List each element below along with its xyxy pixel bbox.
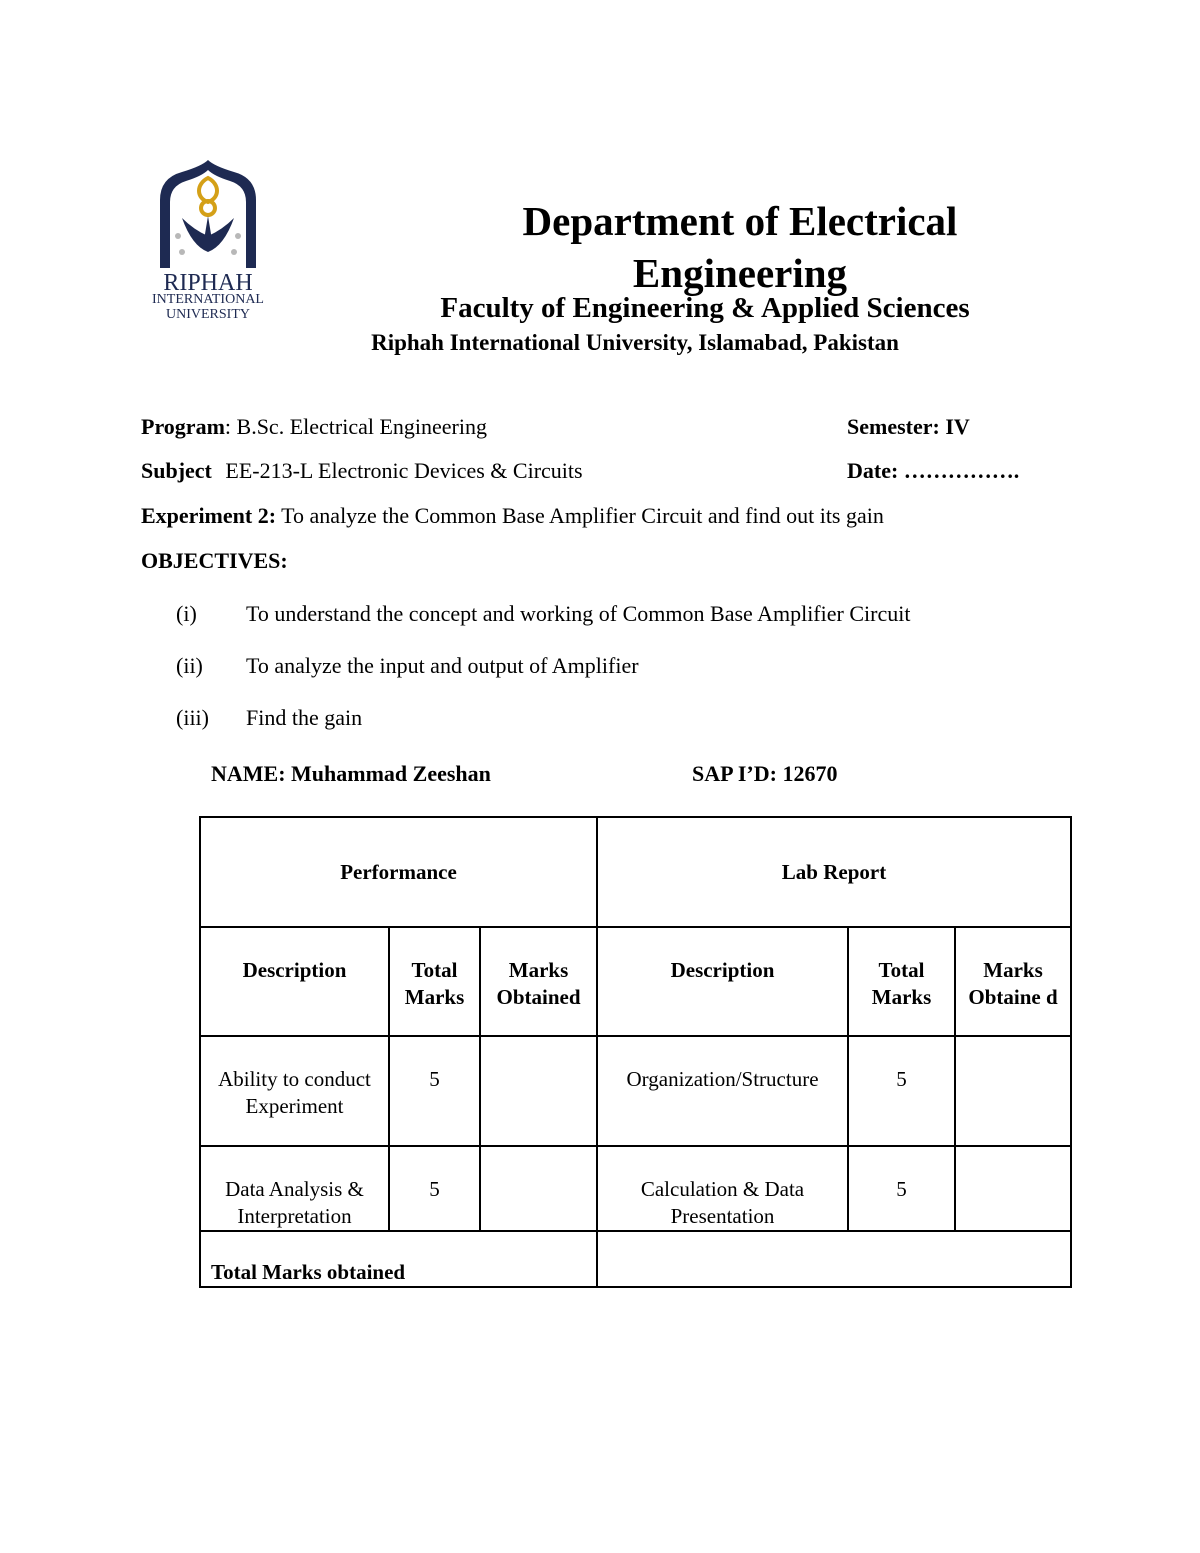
objective-number: (ii) xyxy=(176,653,203,678)
table-header-row xyxy=(200,817,1071,927)
table-cell: 5 xyxy=(848,1146,955,1231)
logo-subtitle-2: UNIVERSITY xyxy=(166,307,250,322)
logo-emblem-icon xyxy=(152,160,264,270)
table-cell: 5 xyxy=(848,1036,955,1146)
university-logo xyxy=(138,160,278,330)
program-label: Program xyxy=(141,414,225,439)
column-header: Marks Obtaine d xyxy=(955,927,1071,1036)
objective-text: To understand the concept and working of Common Base Amplifier Circuit xyxy=(246,601,911,626)
column-header: Total Marks xyxy=(848,927,955,1036)
objective-number: (iii) xyxy=(176,705,209,730)
table-cell-empty xyxy=(480,1036,597,1146)
objectives-heading: OBJECTIVES: xyxy=(141,548,288,573)
department-title xyxy=(470,195,1010,299)
column-header: Total Marks xyxy=(389,927,480,1036)
logo-subtitle-1: INTERNATIONAL xyxy=(152,292,264,307)
total-marks-label: Total Marks obtained xyxy=(200,1231,597,1287)
table-total-row xyxy=(200,1231,1071,1287)
performance-header: Performance xyxy=(200,817,597,927)
university-title: Riphah International University, Islamabad, Pakistan xyxy=(371,330,899,355)
faculty-title: Faculty of Engineering & Applied Sciences xyxy=(440,292,970,324)
table-cell: 5 xyxy=(389,1036,480,1146)
subject-value: EE-213-L Electronic Devices & Circuits xyxy=(225,458,583,483)
table-cell: Calculation & Data Presentation xyxy=(597,1146,848,1231)
table-cell: Organization/Structure xyxy=(597,1036,848,1146)
subject-line xyxy=(141,458,583,484)
total-marks-value xyxy=(597,1231,1071,1287)
table-cell-empty xyxy=(480,1146,597,1231)
objective-text: Find the gain xyxy=(246,705,363,730)
table-column-header-row xyxy=(200,927,1071,1036)
program-line xyxy=(141,414,487,440)
date-label: Date: ……………. xyxy=(847,458,1020,483)
department-title-line2: Engineering xyxy=(632,250,848,296)
table-cell-empty xyxy=(955,1146,1071,1231)
program-value: : B.Sc. Electrical Engineering xyxy=(224,414,487,439)
semester-label: Semester: IV xyxy=(847,414,970,439)
subject-label: Subject xyxy=(141,458,212,483)
column-header: Description xyxy=(597,927,848,1036)
lab-report-header: Lab Report xyxy=(597,817,1071,927)
table-row xyxy=(200,1036,1071,1146)
experiment-line xyxy=(141,503,884,529)
table-cell: Data Analysis & Interpretation xyxy=(200,1146,389,1231)
objective-text: To analyze the input and output of Amplifier xyxy=(246,653,639,678)
marks-table xyxy=(199,816,1072,1288)
objective-number: (i) xyxy=(176,601,197,626)
table-cell-empty xyxy=(955,1036,1071,1146)
table-cell: 5 xyxy=(389,1146,480,1231)
experiment-label: Experiment 2: xyxy=(141,503,277,528)
department-title-line1: Department of Electrical xyxy=(522,198,958,244)
column-header: Marks Obtained xyxy=(480,927,597,1036)
table-cell: Ability to conduct Experiment xyxy=(200,1036,389,1146)
column-header: Description xyxy=(200,927,389,1036)
logo-name: RIPHAH xyxy=(163,270,253,296)
experiment-value: To analyze the Common Base Amplifier Circuit and find out its gain xyxy=(276,503,884,528)
table-row xyxy=(200,1146,1071,1231)
student-sap-id: SAP I’D: 12670 xyxy=(692,761,838,786)
student-name: NAME: Muhammad Zeeshan xyxy=(211,761,491,786)
